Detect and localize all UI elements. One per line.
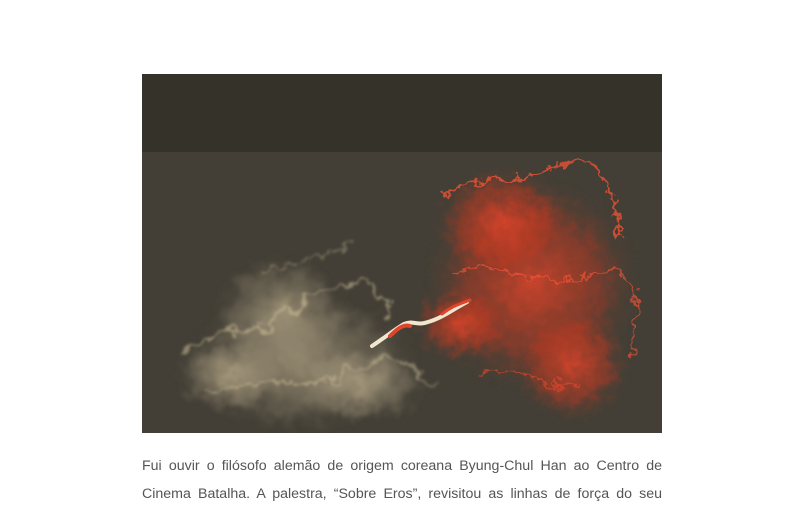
- image-top-band: [142, 74, 662, 152]
- article-body-paragraph: [142, 452, 662, 508]
- article-hero-image: [142, 74, 662, 433]
- body-line-2: Cinema Batalha. A palestra, “Sobre Eros”, revisitou as linhas de força do seu: [142, 486, 662, 502]
- smoke-artwork: [142, 74, 662, 433]
- article-title: [0, 0, 800, 4]
- body-line-1: Fui ouvir o filósofo alemão de origem coreana Byung-Chul Han ao Centro de: [142, 458, 662, 474]
